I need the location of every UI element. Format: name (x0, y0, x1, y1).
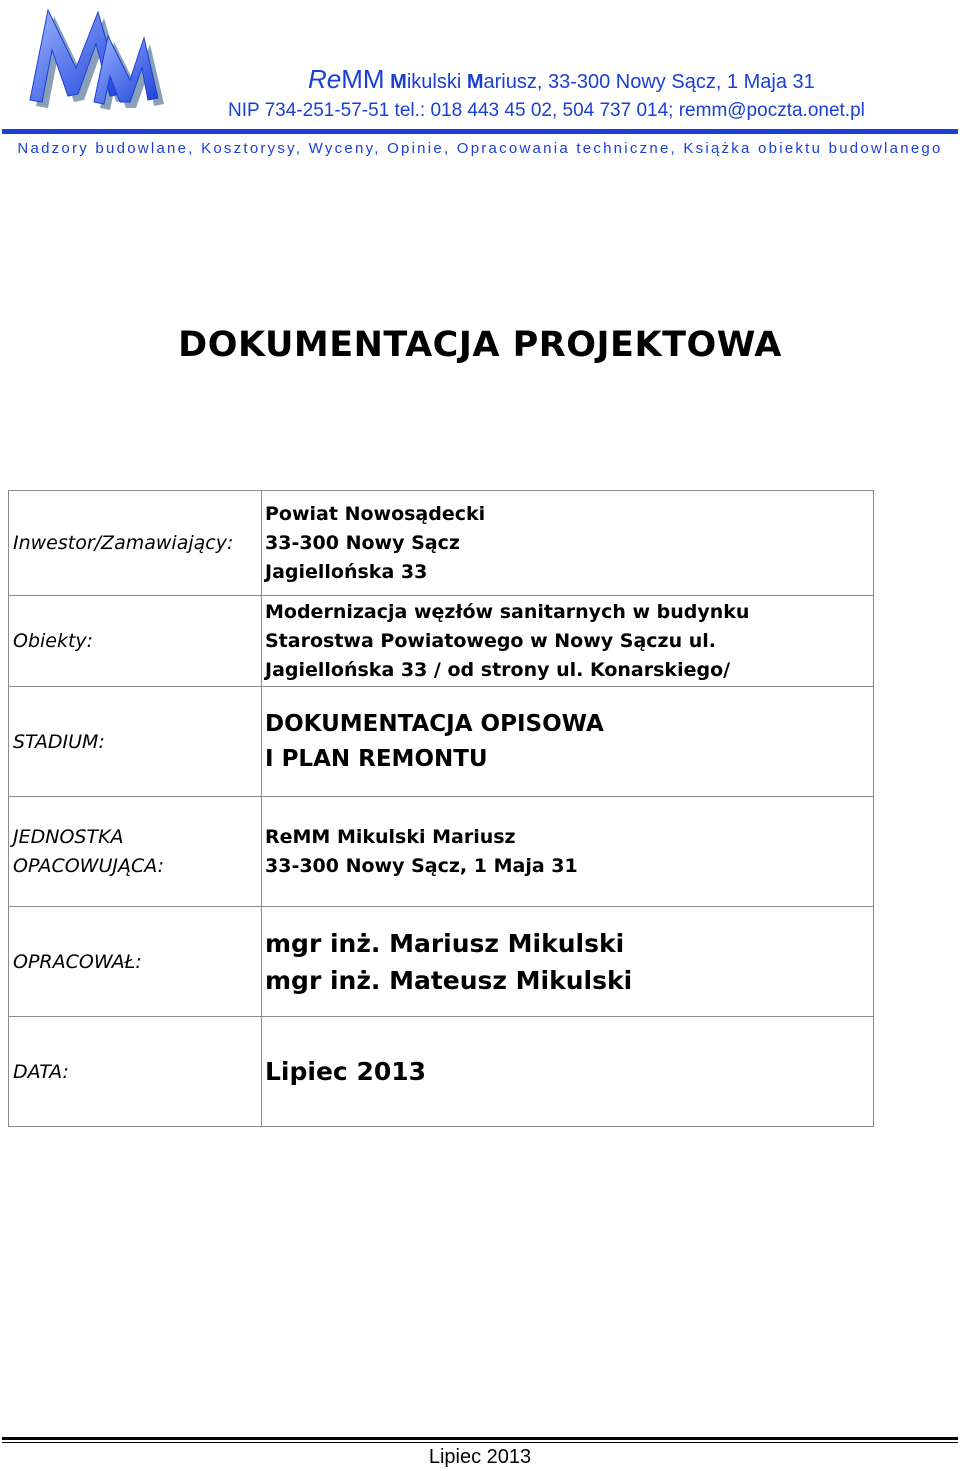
investor-line-2: 33-300 Nowy Sącz (265, 531, 460, 554)
table-row-objects (9, 596, 874, 687)
investor-label: Inwestor/Zamawiający: (9, 491, 262, 596)
document-title: DOKUMENTACJA PROJEKTOWA (178, 325, 782, 365)
objects-line-1: Modernizacja węzłów sanitarnych w budynku (265, 600, 750, 623)
footer-divider-thin (2, 1442, 958, 1443)
owner-second-letter: M (466, 71, 484, 93)
unit-label-line-1: JEDNOSTKA (13, 825, 124, 848)
objects-line-3: Jagiellońska 33 / od strony ul. Konarskiego/ (265, 658, 731, 681)
table-row-prepared (9, 907, 874, 1017)
company-prefix-re: Re (308, 64, 342, 94)
unit-line-2: 33-300 Nowy Sącz, 1 Maja 31 (265, 854, 578, 877)
prepared-line-1: mgr inż. Mariusz Mikulski (265, 928, 625, 958)
footer-date: Lipiec 2013 (428, 1446, 532, 1468)
prepared-label: OPRACOWAŁ: (9, 907, 262, 1017)
stage-line-2: I PLAN REMONTU (265, 745, 488, 772)
footer-divider-thick (2, 1437, 958, 1440)
date-value: Lipiec 2013 (262, 1017, 874, 1127)
company-contact-line: NIP 734-251-57-51 tel.: 018 443 45 02, 504 737 014; remm@poczta.onet.pl (228, 100, 865, 121)
unit-line-1: ReMM Mikulski Mariusz (265, 825, 516, 848)
investor-line-3: Jagiellońska 33 (265, 560, 428, 583)
table-row-investor (9, 491, 874, 596)
project-info-table (8, 490, 874, 1127)
objects-label: Obiekty: (9, 596, 262, 687)
company-prefix-mm: MM (341, 64, 385, 94)
stage-value (262, 687, 874, 797)
company-name-line (308, 64, 815, 95)
stage-label: STADIUM: (9, 687, 262, 797)
owner-second-rest: ariusz, 33-300 Nowy Sącz, 1 Maja 31 (483, 71, 815, 93)
unit-label (9, 797, 262, 907)
unit-value (262, 797, 874, 907)
prepared-value (262, 907, 874, 1017)
table-row-unit (9, 797, 874, 907)
owner-first-letter: M (390, 71, 407, 93)
table-row-stage (9, 687, 874, 797)
header-divider (2, 129, 958, 134)
table-row-date (9, 1017, 874, 1127)
prepared-line-2: mgr inż. Mateusz Mikulski (265, 965, 633, 995)
unit-label-line-2: OPACOWUJĄCA: (13, 854, 164, 877)
owner-first-rest: ikulski (406, 71, 462, 93)
company-logo-mm-icon (18, 4, 168, 116)
stage-line-1: DOKUMENTACJA OPISOWA (265, 710, 604, 737)
objects-line-2: Starostwa Powiatowego w Nowy Sączu ul. (265, 629, 716, 652)
date-label: DATA: (9, 1017, 262, 1127)
objects-value (262, 596, 874, 687)
investor-value (262, 491, 874, 596)
services-line: Nadzory budowlane, Kosztorysy, Wyceny, Opinie, Opracowania techniczne, Książka obiektu budowlanego (17, 140, 943, 157)
investor-line-1: Powiat Nowosądecki (265, 502, 486, 525)
